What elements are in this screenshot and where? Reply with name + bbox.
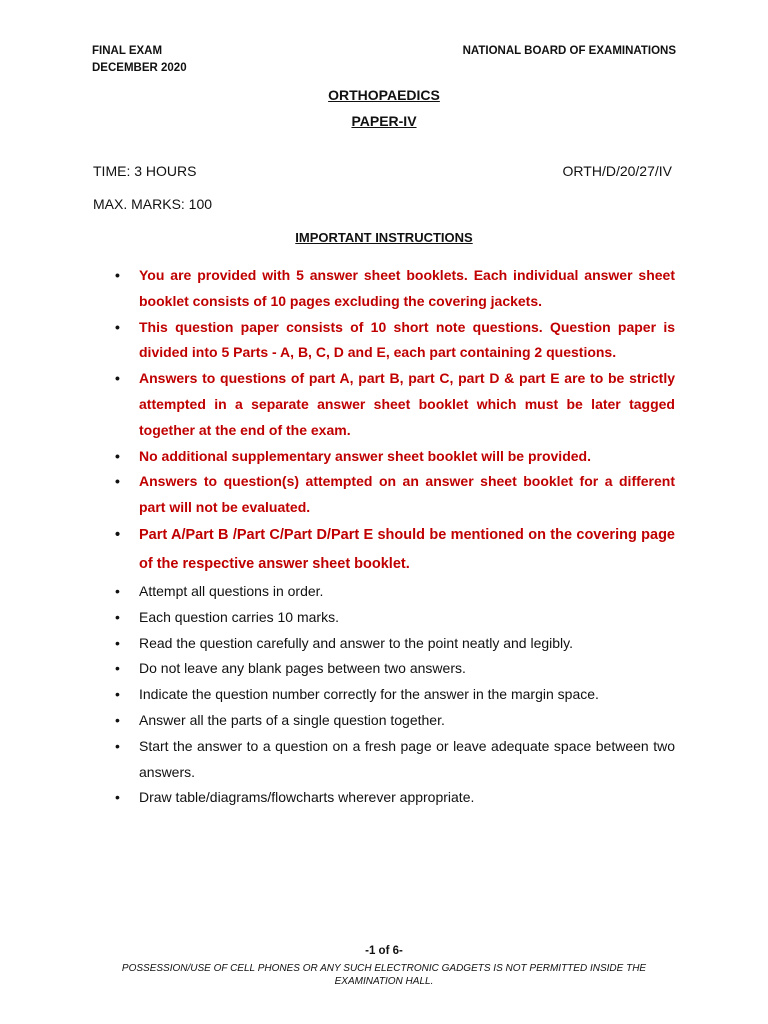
instruction-item: • Read the question carefully and answer to the point neatly and legibly. [139, 631, 675, 657]
board-name: NATIONAL BOARD OF EXAMINATIONS [462, 45, 676, 57]
exam-date: DECEMBER 2020 [92, 62, 187, 74]
instruction-item: • Each question carries 10 marks. [139, 605, 675, 631]
instruction-item: • Start the answer to a question on a fresh page or leave adequate space between two answers. [139, 734, 675, 786]
instruction-item: • Answers to question(s) attempted on an answer sheet booklet for a different part will not be evaluated. [139, 469, 675, 521]
page-number: -1 of 6- [365, 945, 403, 957]
instruction-item: • Attempt all questions in order. [139, 579, 675, 605]
instructions-list [139, 263, 675, 811]
exam-type: FINAL EXAM [92, 45, 163, 57]
instruction-item: • Indicate the question number correctly for the answer in the margin space. [139, 682, 675, 708]
instruction-item: • Draw table/diagrams/flowcharts wherever appropriate. [139, 785, 675, 811]
instruction-item: • Answers to questions of part A, part B, part C, part D & part E are to be strictly attempted in a separate answer sheet booklet which must be later tagged together at the end of the exam. [139, 366, 675, 443]
paper-code: ORTH/D/20/27/IV [562, 163, 672, 179]
max-marks: MAX. MARKS: 100 [93, 196, 213, 212]
footer-note: POSSESSION/USE OF CELL PHONES OR ANY SUCH ELECTRONIC GADGETS IS NOT PERMITTED INSIDE THE EXAMINATION HALL. [121, 963, 647, 987]
instruction-item: • You are provided with 5 answer sheet booklets. Each individual answer sheet booklet consists of 10 pages excluding the covering jackets. [139, 263, 675, 315]
paper-title: PAPER-IV [351, 113, 417, 129]
instruction-item: • Answer all the parts of a single question together. [139, 708, 675, 734]
header-left [92, 43, 187, 77]
instruction-item: • This question paper consists of 10 short note questions. Question paper is divided into 5 Parts - A, B, C, D and E, each part containing 2 questions. [139, 315, 675, 367]
instruction-item: • Part A/Part B /Part C/Part D/Part E should be mentioned on the covering page of the respective answer sheet booklet. [139, 521, 675, 579]
subject-title: ORTHOPAEDICS [328, 87, 440, 103]
instruction-item: • No additional supplementary answer sheet booklet will be provided. [139, 444, 675, 470]
exam-time: TIME: 3 HOURS [93, 163, 197, 179]
instructions-heading: IMPORTANT INSTRUCTIONS [295, 230, 473, 245]
instruction-item: • Do not leave any blank pages between two answers. [139, 656, 675, 682]
